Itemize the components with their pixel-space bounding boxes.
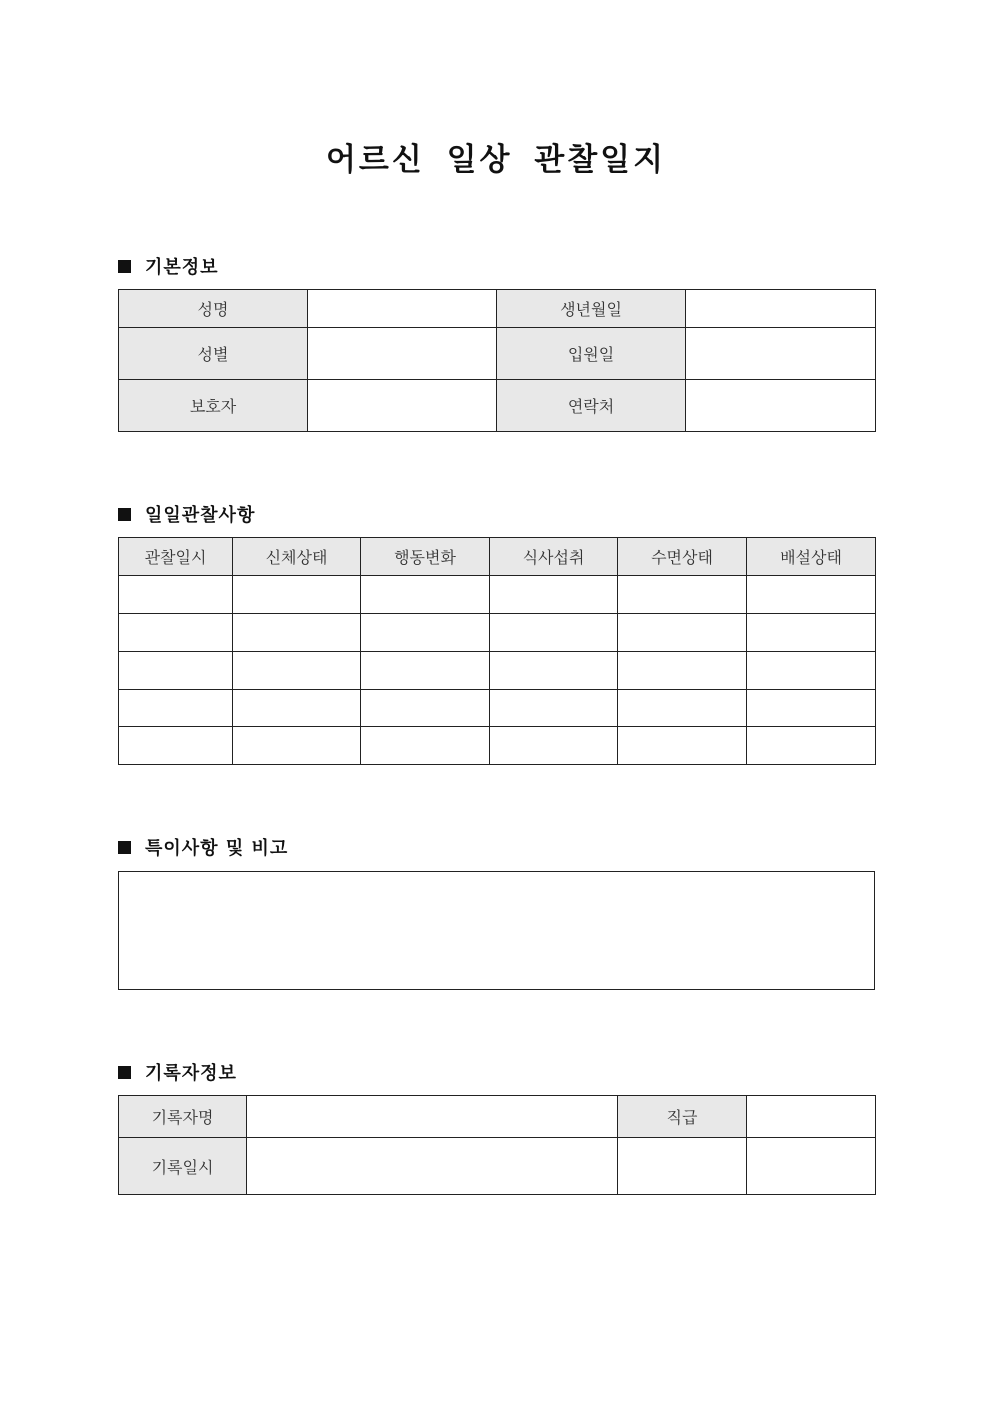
table-row xyxy=(119,576,876,614)
square-bullet-icon xyxy=(118,841,131,854)
table-row xyxy=(119,290,876,328)
table-cell[interactable] xyxy=(119,727,233,765)
label-guardian: 보호자 xyxy=(119,380,308,432)
section-title: 기본정보 xyxy=(145,257,219,278)
section-title: 기록자정보 xyxy=(145,1063,237,1084)
table-cell[interactable] xyxy=(490,614,618,652)
table-row xyxy=(119,727,876,765)
table-cell[interactable] xyxy=(361,727,490,765)
label-name: 성명 xyxy=(119,290,308,328)
label-gender: 성별 xyxy=(119,328,308,380)
table-cell[interactable] xyxy=(233,614,361,652)
header-excretion-condition: 배설상태 xyxy=(747,538,876,576)
field-extra-1[interactable] xyxy=(618,1138,747,1195)
field-admission-date[interactable] xyxy=(686,328,876,380)
table-cell[interactable] xyxy=(618,727,747,765)
daily-observation-table xyxy=(118,537,876,765)
field-guardian[interactable] xyxy=(308,380,497,432)
document-title: 어르신 일상 관찰일지 xyxy=(325,142,667,178)
field-contact[interactable] xyxy=(686,380,876,432)
table-cell[interactable] xyxy=(618,690,747,727)
label-recorder-name: 기록자명 xyxy=(119,1096,247,1138)
table-cell[interactable] xyxy=(490,727,618,765)
table-cell[interactable] xyxy=(747,614,876,652)
table-cell[interactable] xyxy=(490,576,618,614)
table-cell[interactable] xyxy=(361,690,490,727)
recorder-info-table xyxy=(118,1095,876,1195)
table-row xyxy=(119,614,876,652)
section-title: 일일관찰사항 xyxy=(145,505,256,526)
section-title: 특이사항 및 비고 xyxy=(145,838,289,859)
square-bullet-icon xyxy=(118,1066,131,1079)
table-cell[interactable] xyxy=(119,576,233,614)
section-heading-basic-info xyxy=(118,253,219,279)
table-cell[interactable] xyxy=(490,690,618,727)
field-name[interactable] xyxy=(308,290,497,328)
table-cell[interactable] xyxy=(233,576,361,614)
field-recorder-name[interactable] xyxy=(247,1096,618,1138)
square-bullet-icon xyxy=(118,260,131,273)
label-rank: 직급 xyxy=(618,1096,747,1138)
table-row xyxy=(119,1096,876,1138)
table-cell[interactable] xyxy=(618,652,747,690)
table-cell[interactable] xyxy=(361,652,490,690)
section-heading-daily-observation xyxy=(118,501,255,527)
label-contact: 연락처 xyxy=(497,380,686,432)
table-row xyxy=(119,690,876,727)
table-cell[interactable] xyxy=(233,690,361,727)
field-record-datetime[interactable] xyxy=(247,1138,618,1195)
table-cell[interactable] xyxy=(618,576,747,614)
field-birthdate[interactable] xyxy=(686,290,876,328)
header-observation-datetime: 관찰일시 xyxy=(119,538,233,576)
square-bullet-icon xyxy=(118,508,131,521)
field-rank[interactable] xyxy=(747,1096,876,1138)
table-cell[interactable] xyxy=(119,614,233,652)
table-cell[interactable] xyxy=(747,576,876,614)
table-cell[interactable] xyxy=(747,727,876,765)
table-cell[interactable] xyxy=(618,614,747,652)
table-cell[interactable] xyxy=(361,576,490,614)
table-cell[interactable] xyxy=(233,727,361,765)
remarks-textarea[interactable] xyxy=(118,871,875,990)
section-heading-remarks xyxy=(118,834,288,860)
field-extra-2[interactable] xyxy=(747,1138,876,1195)
table-cell[interactable] xyxy=(747,652,876,690)
section-heading-recorder-info xyxy=(118,1059,237,1085)
table-row xyxy=(119,380,876,432)
header-physical-condition: 신체상태 xyxy=(233,538,361,576)
table-row xyxy=(119,1138,876,1195)
header-meal-intake: 식사섭취 xyxy=(490,538,618,576)
table-row xyxy=(119,652,876,690)
header-behavior-change: 행동변화 xyxy=(361,538,490,576)
basic-info-table xyxy=(118,289,876,432)
header-sleep-condition: 수면상태 xyxy=(618,538,747,576)
table-cell[interactable] xyxy=(361,614,490,652)
table-cell[interactable] xyxy=(490,652,618,690)
table-row xyxy=(119,328,876,380)
field-gender[interactable] xyxy=(308,328,497,380)
label-admission-date: 입원일 xyxy=(497,328,686,380)
label-birthdate: 생년월일 xyxy=(497,290,686,328)
table-cell[interactable] xyxy=(119,652,233,690)
table-cell[interactable] xyxy=(119,690,233,727)
table-cell[interactable] xyxy=(747,690,876,727)
table-header-row xyxy=(119,538,876,576)
table-cell[interactable] xyxy=(233,652,361,690)
label-record-datetime: 기록일시 xyxy=(119,1138,247,1195)
